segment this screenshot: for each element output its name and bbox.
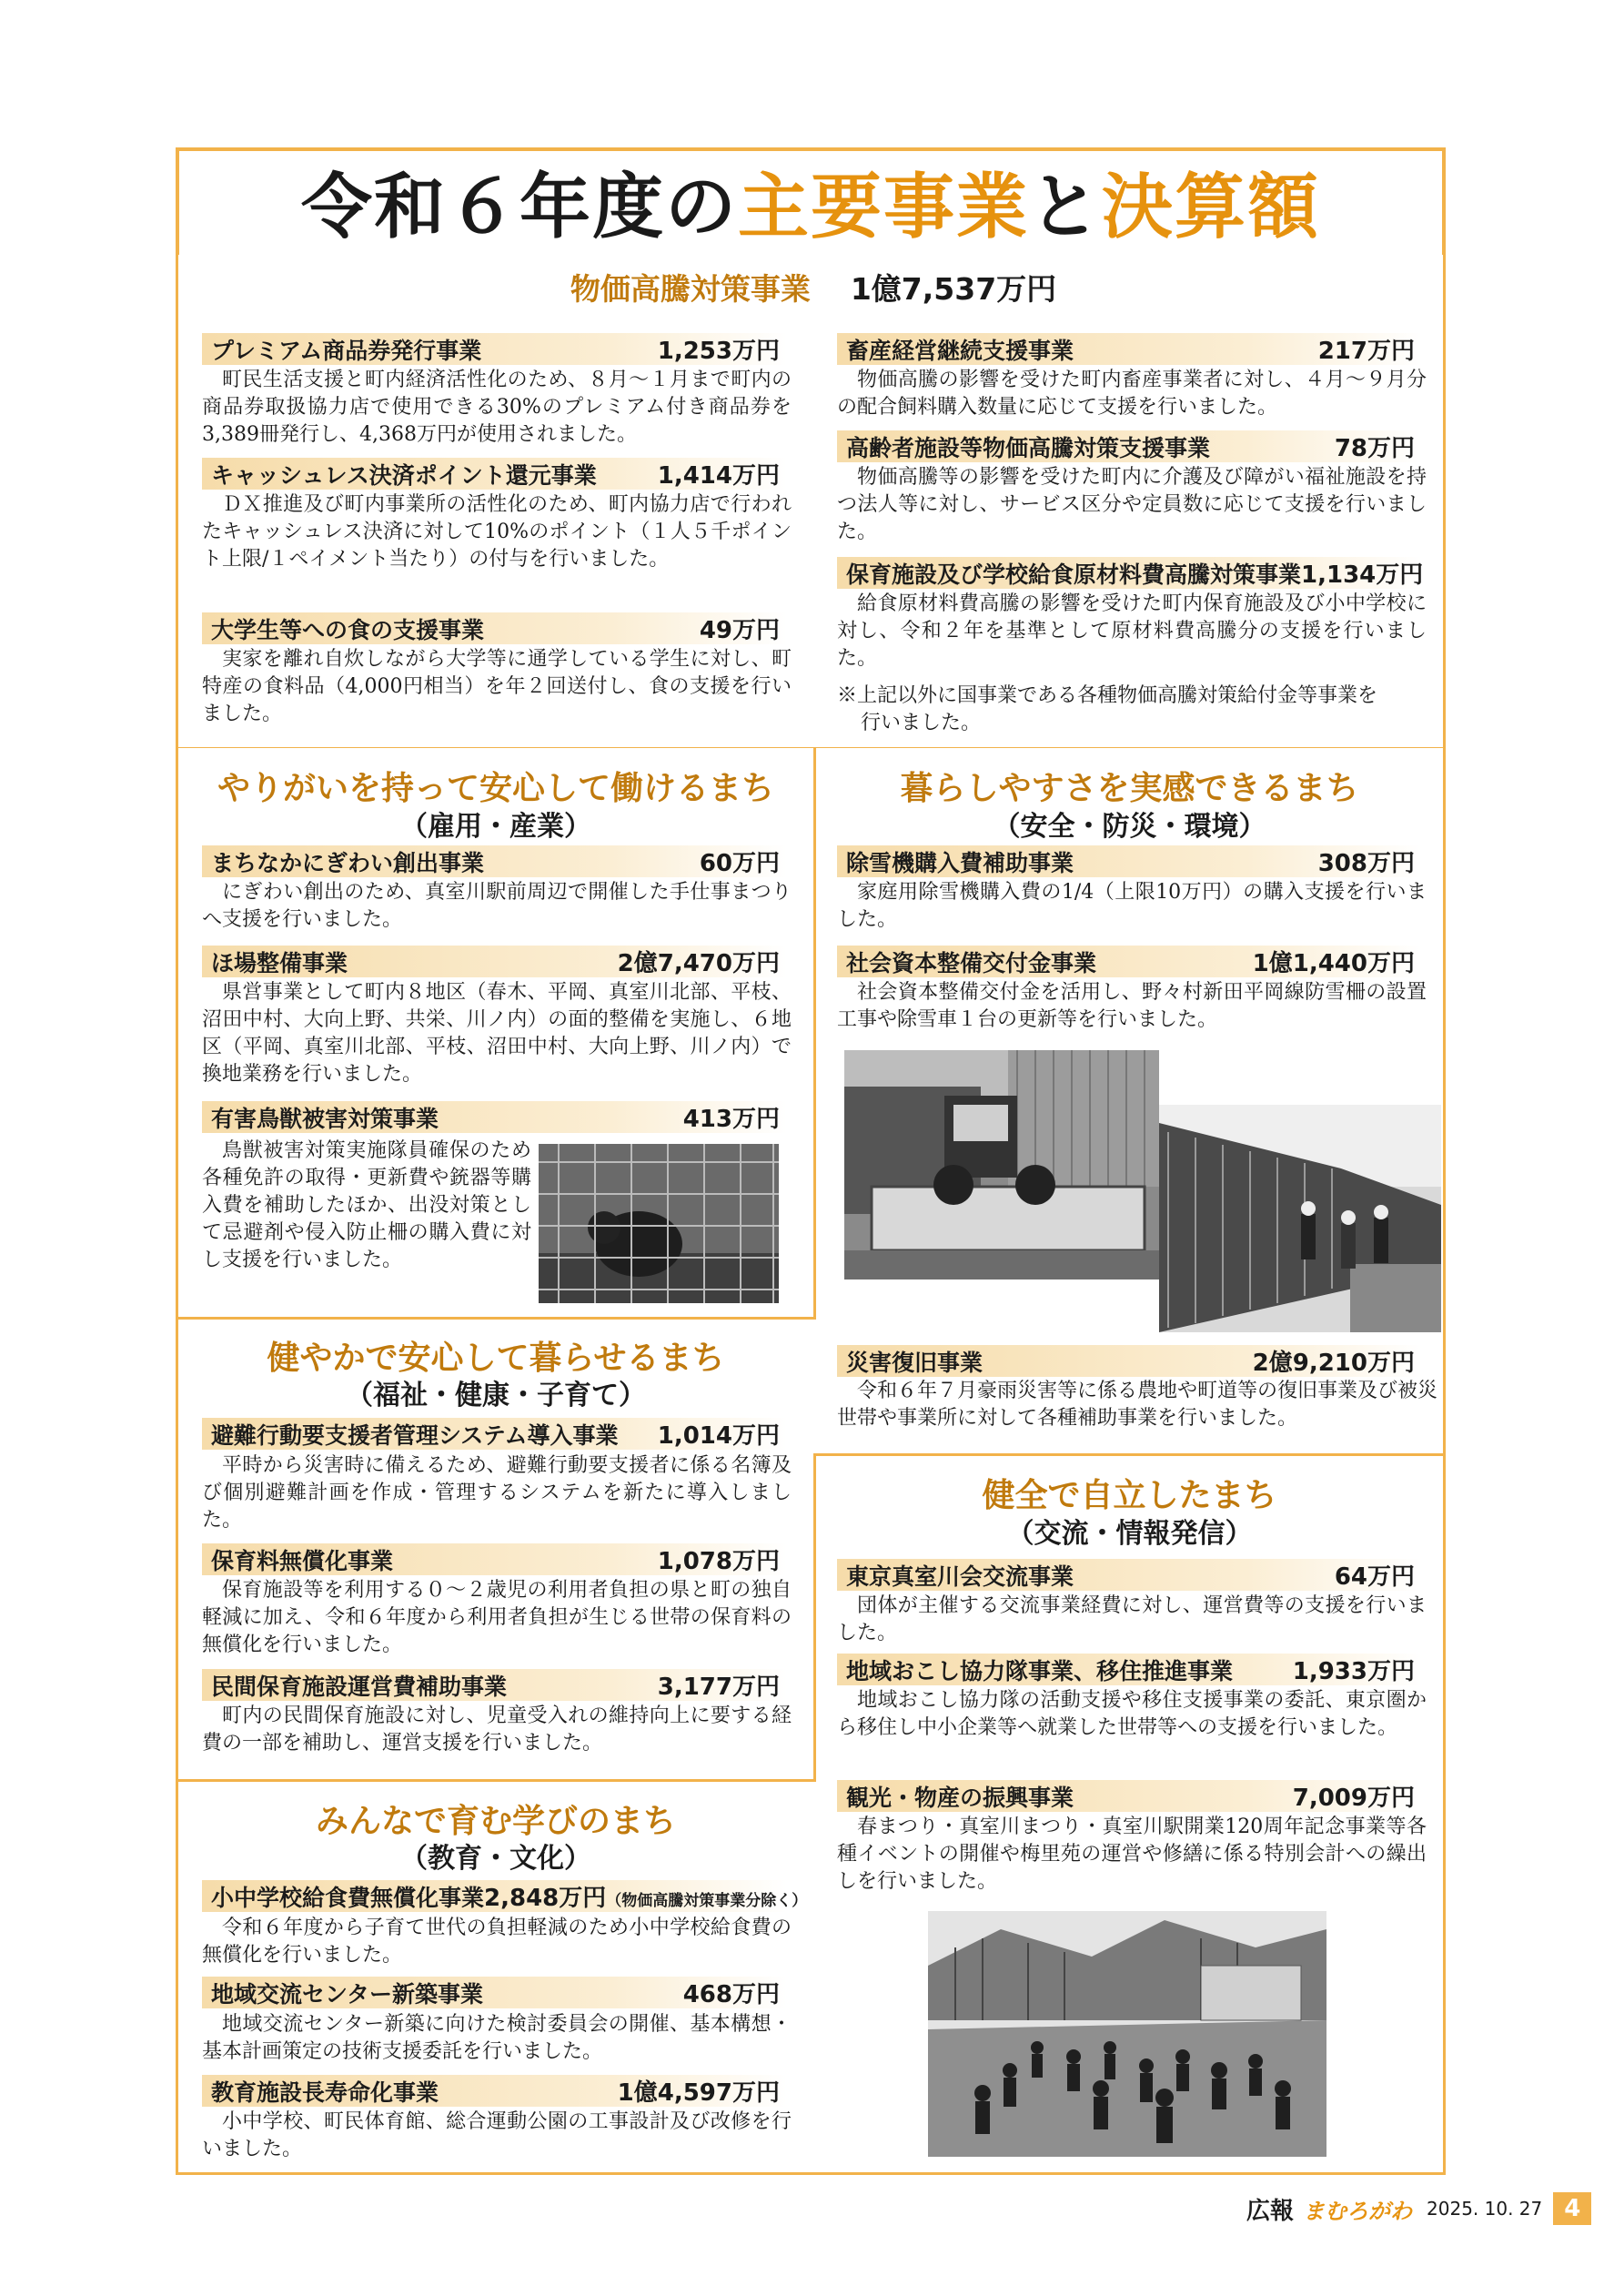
item-description: 物価高騰の影響を受けた町内畜産事業者に対し、４月～９月分の配合飼料購入数量に応じて支援を行いました。 [837, 369, 1427, 419]
item-bar [202, 1101, 787, 1133]
item-amount: 1,253万円 [657, 338, 780, 365]
item-amount: 60万円 [699, 850, 780, 877]
item-bar [202, 612, 787, 644]
item-amount: 64万円 [1334, 1563, 1415, 1591]
education-subheading: （教育・文化） [400, 1843, 591, 1875]
item-description: 社会資本整備交付金を活用し、野々村新田平岡線防雪柵の設置工事や除雪車１台の更新等を行いました。 [837, 981, 1427, 1031]
item-name: 大学生等への食の支援事業 [211, 616, 485, 643]
living-subheading: （安全・防災・環境） [993, 811, 1266, 843]
item-description: 令和６年度から子育て世代の負担軽減のため小中学校給食費の無償化を行いました。 [202, 1917, 792, 1967]
item-name: 東京真室川会交流事業 [846, 1563, 1074, 1590]
education-heading: みんなで育む学びのまち [315, 1803, 676, 1840]
item-description: にぎわい創出のため、真室川駅前周辺で開催した手仕事まつりへ支援を行いました。 [202, 881, 792, 931]
snow-fence-photo [1159, 1105, 1441, 1332]
item-description: 団体が主催する交流事業経費に対し、運営費等の支援を行いました。 [837, 1594, 1427, 1644]
living-heading: 暮らしやすさを実感できるまち [900, 770, 1359, 807]
item-description: 物価高騰等の影響を受けた町内に介護及び障がい福祉施設を持つ法人等に対し、サービス区分や定員数に応じて支援を行いました。 [837, 466, 1427, 543]
item-amount: 2億9,210万円 [1252, 1350, 1415, 1377]
item-name: プレミアム商品券発行事業 [211, 337, 482, 364]
item-description: 鳥獣被害対策実施隊員確保のため各種免許の取得・更新費や銃器等購入費を補助したほか、出没対策として忌避剤や侵入防止柵の購入費に対し支援を行いました。 [202, 1139, 531, 1271]
item-bar [837, 845, 1422, 877]
item-description: 小中学校、町民体育館、総合運動公園の工事設計及び改修を行いました。 [202, 2110, 792, 2160]
item-bar [837, 1559, 1422, 1591]
item-name: 観光・物産の振興事業 [846, 1784, 1074, 1811]
item-name: 教育施設長寿命化事業 [211, 2079, 439, 2106]
item-bar [837, 946, 1422, 977]
item-bar [202, 458, 787, 490]
item-description: 町内の民間保育施設に対し、児童受入れの維持向上に要する経費の一部を補助し、運営支援を行いました。 [202, 1704, 792, 1755]
marathon-photo [928, 1911, 1326, 2157]
item-bar [837, 430, 1422, 462]
item-description: 町民生活支援と町内経済活性化のため、８月～１月まで町内の商品券取扱協力店で使用できる30%のプレミアム付き商品券を3,389冊発行し、4,368万円が使用されました。 [202, 369, 792, 446]
item-amount: 413万円 [682, 1106, 780, 1133]
item-description: 家庭用除雪機購入費の1/4（上限10万円）の購入支援を行いました。 [837, 881, 1427, 931]
item-name: 畜産経営継続支援事業 [846, 337, 1074, 364]
item-bar [837, 557, 1422, 589]
item-amount: 7,009万円 [1292, 1785, 1415, 1812]
footer [1246, 2188, 1624, 2230]
work-subheading: （雇用・産業） [400, 811, 591, 843]
page-title: 令和６年度の主要事業と決算額 [300, 167, 1321, 248]
work-heading: やりがいを持って安心して働けるまち [217, 770, 774, 807]
item-name: ほ場整備事業 [211, 949, 348, 976]
item-description: 地域交流センター新築に向けた検討委員会の開催、基本構想・基本計画策定の技術支援委託を行いました。 [202, 2013, 792, 2063]
item-bar [202, 2075, 787, 2107]
item-amount: 1,414万円 [657, 462, 780, 490]
snowplow-photo [844, 1050, 1159, 1279]
page-number: 4 [1553, 2192, 1591, 2225]
price-note [837, 683, 1428, 737]
note-line: ※上記以外に国事業である各種物価高騰対策給付金等事業を [837, 684, 1378, 707]
item-bar [837, 1780, 1422, 1812]
page-title-bar [176, 147, 1446, 258]
item-description: ＤＸ推進及び町内事業所の活性化のため、町内協力店で行われたキャッシュレス決済に対して10%のポイント（１人５千ポイント上限/１ペイメント当たり）の付与を行いました。 [202, 493, 792, 571]
item-name: 小中学校給食費無償化事業 [211, 1884, 485, 1911]
item-amount: 49万円 [699, 617, 780, 644]
item-name: 民間保育施設運営費補助事業 [211, 1673, 508, 1700]
item-amount: 1,078万円 [657, 1548, 780, 1575]
item-bar [202, 1880, 808, 1912]
item-description: 実家を離れ自炊しながら大学等に通学している学生に対し、町特産の食料品（4,000円相当）を年２回送付し、食の支援を行いました。 [202, 648, 792, 725]
item-amount: 308万円 [1317, 850, 1415, 877]
item-amount: 2,848万円（物価高騰対策事業分除く） [484, 1885, 808, 1912]
item-bar [837, 1654, 1422, 1685]
item-bar [837, 1345, 1422, 1377]
item-amount: 468万円 [682, 1981, 780, 2008]
item-amount: 3,177万円 [657, 1674, 780, 1701]
item-bar [202, 1977, 787, 2008]
independent-heading: 健全で自立したまち [982, 1477, 1277, 1514]
item-name: 地域おこし協力隊事業、移住推進事業 [846, 1657, 1234, 1684]
item-name: まちなかにぎわい創出事業 [211, 849, 485, 876]
item-name: 社会資本整備交付金事業 [846, 949, 1097, 976]
item-description: 春まつり・真室川まつり・真室川駅開業120周年記念事業等各種イベントの開催や梅里苑の運営や修繕に係る特別会計への繰出しを行いました。 [837, 1816, 1427, 1893]
price-heading: 物価高騰対策事業 1億7,537万円 [570, 271, 1057, 307]
item-name: 保育料無償化事業 [211, 1547, 394, 1574]
note-line: 行いました。 [861, 712, 982, 734]
item-note: （物価高騰対策事業分除く） [606, 1892, 808, 1910]
health-subheading: （福祉・健康・子育て） [346, 1380, 646, 1411]
item-name: 有害鳥獣被害対策事業 [211, 1105, 439, 1132]
item-name: 災害復旧事業 [846, 1349, 983, 1376]
independent-subheading: （交流・情報発信） [1006, 1518, 1253, 1550]
item-amount: 1億4,597万円 [617, 2079, 780, 2107]
item-bar [202, 1543, 787, 1575]
item-description: 保育施設等を利用する０～２歳児の利用者負担の県と町の独自軽減に加え、令和６年度から利用者負担が生じる世帯の保育料の無償化を行いました。 [202, 1579, 792, 1656]
item-description: 平時から災害時に備えるため、避難行動要支援者に係る名簿及び個別避難計画を作成・管理するシステムを新たに導入しました。 [202, 1454, 792, 1532]
footer-label: 広報 [1246, 2197, 1295, 2225]
item-bar [837, 333, 1422, 365]
item-bar [202, 946, 787, 977]
footer-date: 2025. 10. 27 [1427, 2198, 1543, 2220]
item-description: 地域おこし協力隊の活動支援や移住支援事業の委託、東京圏から移住し中小企業等へ就業した世帯等への支援を行いました。 [837, 1689, 1427, 1739]
item-amount: 1,134万円 [1301, 561, 1424, 589]
item-amount: 1億1,440万円 [1252, 950, 1415, 977]
item-name: 避難行動要支援者管理システム導入事業 [211, 1421, 619, 1449]
item-amount: 1,014万円 [657, 1422, 780, 1450]
footer-logo: まむろがわ [1303, 2198, 1413, 2224]
item-name: 保育施設及び学校給食原材料費高騰対策事業 [846, 561, 1302, 588]
cage-trap-photo [539, 1144, 779, 1303]
item-amount: 78万円 [1334, 435, 1415, 462]
item-name: 地域交流センター新築事業 [211, 1980, 484, 2008]
item-amount: 2億7,470万円 [617, 950, 780, 977]
item-bar [202, 333, 787, 365]
item-name: キャッシュレス決済ポイント還元事業 [211, 461, 597, 489]
item-amount: 217万円 [1317, 338, 1415, 365]
item-bar [202, 845, 787, 877]
item-description: 令和６年７月豪雨災害等に係る農地や町道等の復旧事業及び被災世帯や事業所に対して各種補助事業を行いました。 [837, 1380, 1438, 1430]
item-name: 除雪機購入費補助事業 [846, 849, 1074, 876]
item-description: 給食原材料費高騰の影響を受けた町内保育施設及び小中学校に対し、令和２年を基準として原材料費高騰分の支援を行いました。 [837, 592, 1427, 670]
item-bar [202, 1669, 787, 1701]
item-description: 県営事業として町内８地区（春木、平岡、真室川北部、平枝、沼田中村、大向上野、共栄、川ノ内）の面的整備を実施し、６地区（平岡、真室川北部、平枝、沼田中村、大向上野、川ノ内）で換地業務を行いました。 [202, 981, 792, 1086]
item-name: 高齢者施設等物価高騰対策支援事業 [846, 434, 1211, 461]
health-heading: 健やかで安心して暮らせるまち [267, 1340, 725, 1377]
item-amount: 1,933万円 [1292, 1658, 1415, 1685]
item-bar [202, 1418, 787, 1450]
